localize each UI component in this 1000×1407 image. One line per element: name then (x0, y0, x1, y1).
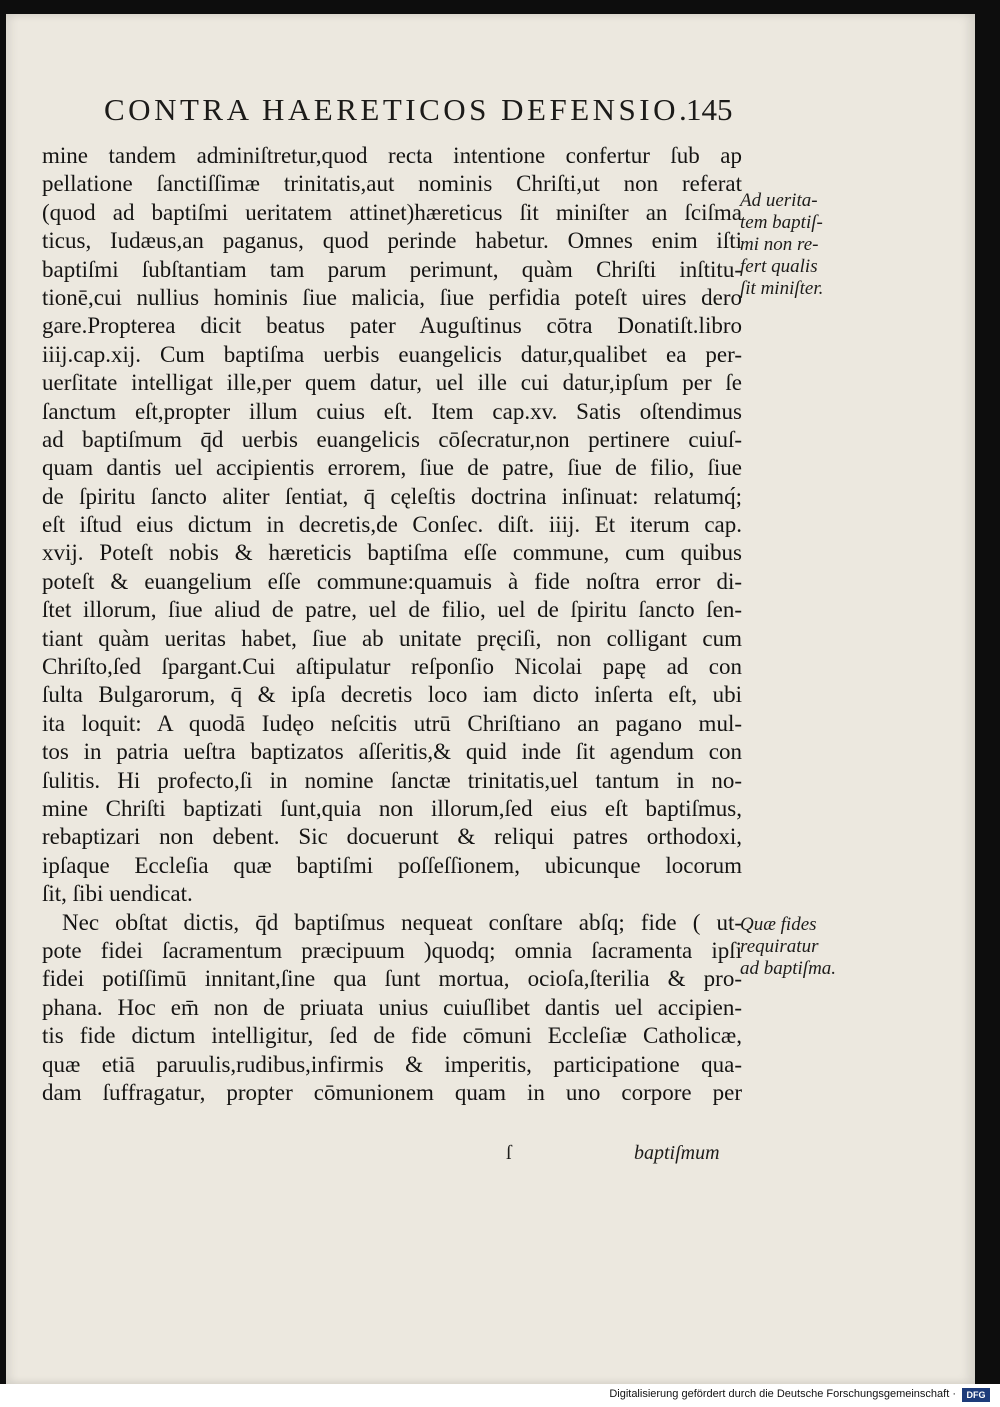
text-line: fidei potiſſimū innitant,ſine qua ſunt mortua, ocioſa,ſterilia & pro- (42, 966, 742, 992)
book-page (6, 14, 975, 1384)
text-line: tis fide dictum intelligitur, ſed de fide cōmuni Eccleſiæ Catholicæ, (42, 1023, 742, 1049)
credit-bar (0, 1384, 1000, 1407)
text-line: ipſaque Eccleſia quæ baptiſmi poſſeſſionem, ubicunque locorum (42, 852, 742, 878)
margin-note-line: Ad uerita- (740, 190, 818, 211)
text-line: tionē,cui nullius hominis ſiue malicia, ſiue perfidia poteſt uires dero (42, 284, 742, 310)
text-line: ſanctum eſt,propter illum cuius eſt. Item cap.xv. Satis oſtendimus (42, 398, 742, 424)
text-line: ticus, Iudæus,an paganus, quod perinde habetur. Omnes enim iſti (42, 228, 742, 254)
text-line: phana. Hoc em̄ non de priuata unius cuiuſlibet dantis uel accipien- (42, 994, 742, 1020)
dfg-logo-icon: DFG (962, 1388, 990, 1402)
text-line: ſit, ſibi uendicat. (42, 881, 193, 907)
text-line: mine Chriſti baptizati ſunt,quia non illorum,ſed eius eſt baptiſmus, (42, 795, 742, 821)
text-line: ſtet illorum, ſiue aliud de patre, uel de filio, uel de ſpiritu ſancto ſen- (42, 597, 742, 623)
text-line: Nec obſtat dictis, q̄d baptiſmus nequeat conſtare abſq; fide ( ut- (62, 909, 742, 935)
page-number: 145 (686, 92, 733, 127)
catchword: baptiſmum (634, 1142, 720, 1164)
text-line: xvij. Poteſt nobis & hæreticis baptiſma eſſe commune, cum quibus (42, 540, 742, 566)
text-line: ad baptiſmum q̄d uerbis euangelicis cōſecratur,non pertinere cuiuſ- (42, 426, 742, 452)
text-line: mine tandem adminiſtretur,quod recta intentione confertur ſub ap (42, 143, 742, 168)
margin-note-line: requiratur (740, 936, 819, 957)
page-title: CONTRA HAERETICOS DEFENSIO. (104, 92, 691, 127)
margin-note-line: ad baptiſma. (740, 958, 837, 979)
text-line: de ſpiritu ſancto aliter ſentiat, q̄ cęleſtis doctrina inſinuat: relatumq́; (42, 483, 742, 509)
text-line: baptiſmi ſubſtantiam tam parum perimunt, quàm Chriſti inſtitu- (42, 256, 742, 282)
text-line: iiij.cap.xij. Cum baptiſma uerbis euangelicis datur,qualibet ea per- (42, 341, 742, 367)
text-line: rebaptizari non debent. Sic docuerunt & reliqui patres orthodoxi, (42, 824, 742, 850)
marginalia (732, 14, 972, 1384)
text-line: (quod ad baptiſmi ueritatem attinet)hæreticus ſit miniſter an ſciſma (42, 199, 742, 225)
text-line: tiant quàm ueritas habet, ſiue ab unitate pręciſi, non colligant cum (42, 625, 742, 651)
text-line: pellatione ſanctiſſimæ trinitatis,aut nominis Chriſti,ut non referat (42, 171, 742, 197)
margin-note (740, 190, 823, 300)
text-line: uerſitate intelligat ille,per quem datur, uel ille cui datur,ipſum per ſe (42, 370, 742, 396)
margin-note-line: ſit miniſter. (740, 278, 824, 299)
margin-note-line: Quæ fides (740, 914, 817, 935)
text-line: ita loquit: A quodā Iudęo neſcitis utrū Chriſtiano an pagano mul- (42, 710, 742, 736)
margin-note-line: tem baptiſ- (740, 212, 823, 233)
text-line: quæ etiā paruulis,rudibus,infirmis & imperitis, participatione qua- (42, 1051, 742, 1077)
text-line: poteſt & euangelium eſſe commune:quamuis à fide noſtra error di- (42, 568, 742, 594)
signature-mark: ſ (506, 1142, 512, 1164)
margin-note-line: fert qualis (740, 256, 818, 277)
text-line: ſulitis. Hi profecto,ſi in nomine ſanctæ trinitatis,uel tantum in no- (42, 767, 742, 793)
text-line: gare.Propterea dicit beatus pater Auguſtinus cōtra Donatiſt.libro (42, 313, 742, 339)
margin-note (740, 914, 836, 980)
text-line: quam dantis uel accipientis errorem, ſiue de patre, ſiue de filio, ſiue (42, 455, 742, 481)
text-line: dam ſuffragatur, propter cōmunionem quam in uno corpore per (42, 1079, 742, 1105)
text-line: eſt iſtud eius dictum in decretis,de Conſec. diſt. iiij. Et iterum cap. (42, 512, 742, 538)
main-text-block (42, 142, 742, 1107)
text-line: Chriſto,ſed ſpargant.Cui aſtipulatur reſponſio Nicolai papę ad con (42, 654, 742, 680)
text-line: pote fidei ſacramentum præcipuum )quodq; omnia ſacramenta ipſi (42, 937, 742, 963)
funding-credit: Digitalisierung gefördert durch die Deutsche Forschungsgemeinschaft · (609, 1388, 956, 1400)
margin-note-line: mi non re- (740, 234, 819, 255)
text-line: ſulta Bulgarorum, q̄ & ipſa decretis loco iam dicto inſerta eſt, ubi (42, 682, 742, 708)
text-line: tos in patria ueſtra baptizatos aſſeritis,& quid inde ſit agendum con (42, 739, 742, 765)
